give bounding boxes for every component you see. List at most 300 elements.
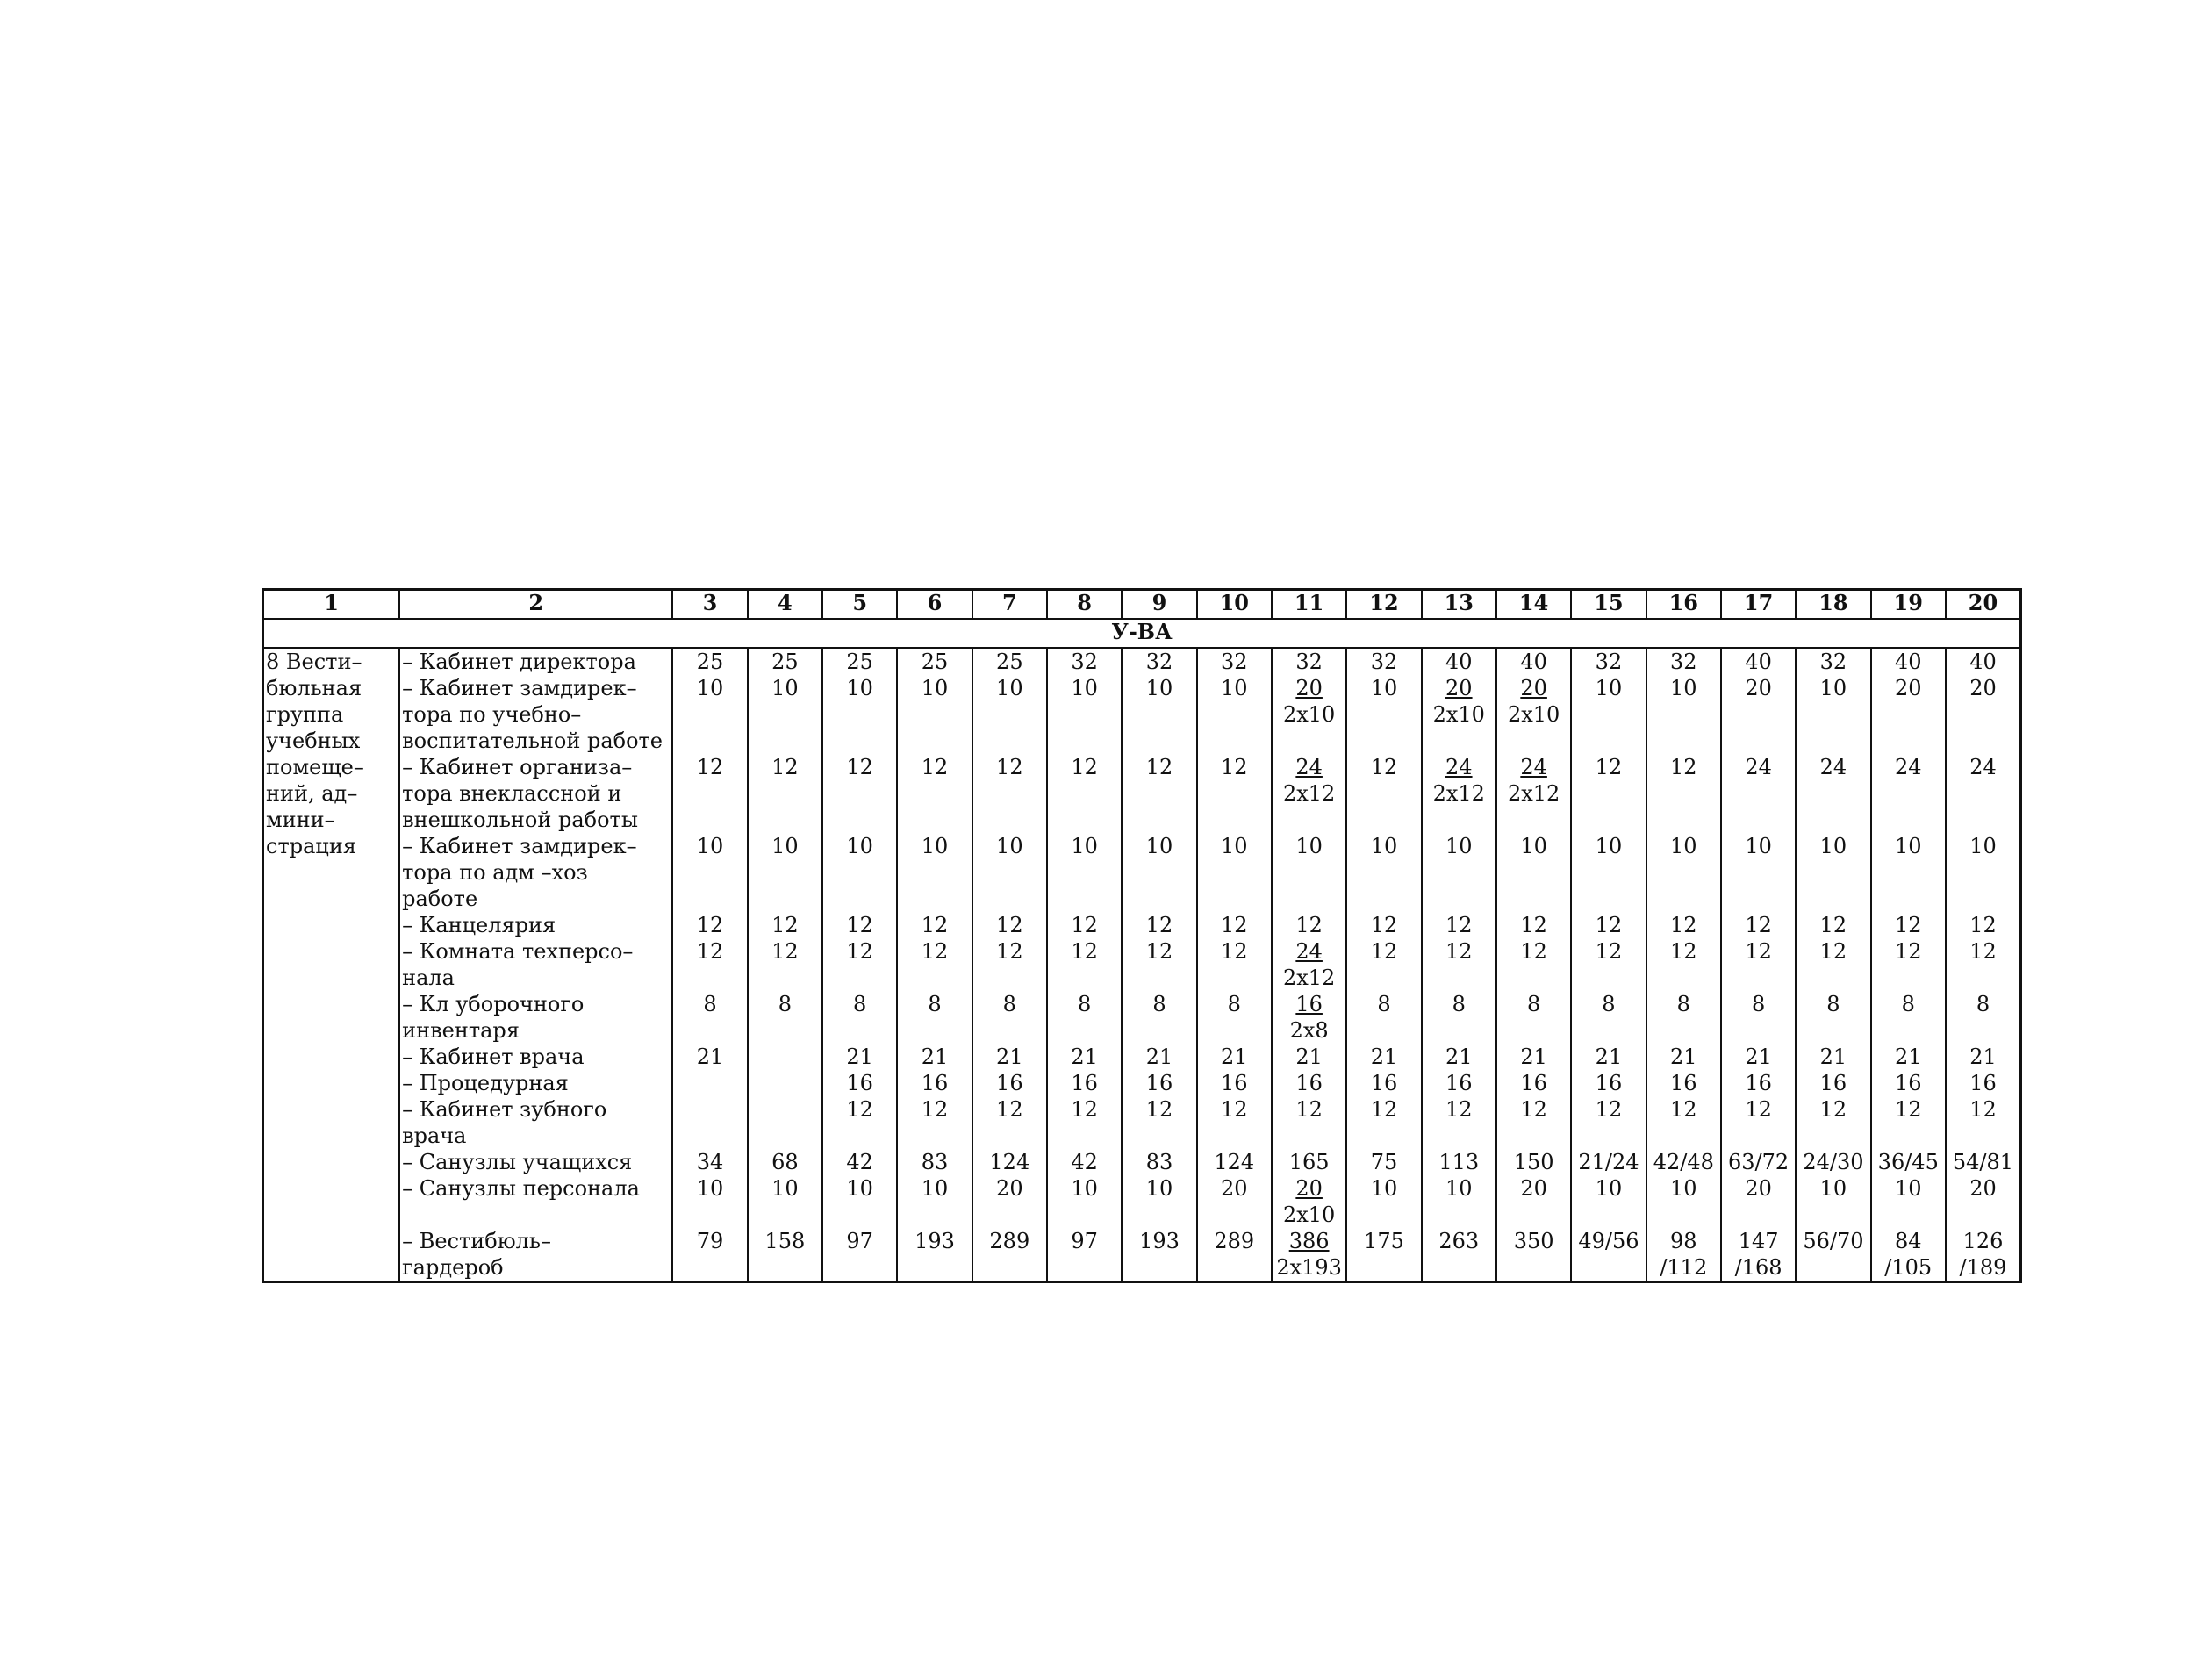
cell-value: 12 (1145, 939, 1173, 964)
value-cell (972, 1070, 1047, 1096)
value-cell (1346, 675, 1421, 754)
value-cell (897, 675, 972, 754)
value-cell (1197, 991, 1272, 1044)
cell-value: 10 (1221, 676, 1248, 700)
value-cell (1871, 1096, 1946, 1149)
value-cell (1272, 1070, 1346, 1096)
value-cell (897, 1149, 972, 1175)
value-cell (1122, 991, 1196, 1044)
value-cell (1871, 754, 1946, 833)
value-cell (1346, 1096, 1421, 1149)
cell-value: 75 (1370, 1150, 1398, 1174)
cell-value: 34 (696, 1150, 724, 1174)
cell-value: 12 (1221, 939, 1248, 964)
row-label-line: инвентаря (402, 1018, 520, 1043)
value-cell (1047, 938, 1122, 991)
value-cell (1047, 754, 1122, 833)
value-cell (748, 648, 822, 675)
value-cell (822, 1175, 897, 1228)
value-cell (1946, 1175, 2021, 1228)
value-cell (748, 912, 822, 938)
value-cell (1047, 1096, 1122, 1149)
cell-value: 8 (1602, 992, 1616, 1016)
value-cell (1272, 675, 1346, 754)
cell-value: 21 (1221, 1045, 1248, 1069)
value-cell (1646, 754, 1721, 833)
value-cell (1946, 1149, 2021, 1175)
value-cell (1871, 648, 1946, 675)
value-cell (672, 991, 747, 1044)
column-header: 12 (1346, 590, 1421, 620)
cell-subvalue: /189 (1959, 1255, 2007, 1280)
column-header: 9 (1122, 590, 1196, 620)
group-line: 8 Вести– (266, 650, 362, 674)
value-cell (1871, 675, 1946, 754)
value-cell (1122, 675, 1196, 754)
value-cell (1346, 938, 1421, 991)
column-header: 19 (1871, 590, 1946, 620)
cell-value: 10 (771, 676, 799, 700)
value-cell (972, 1149, 1047, 1175)
value-cell (822, 1149, 897, 1175)
value-cell (1721, 1149, 1796, 1175)
value-cell (1796, 912, 1870, 938)
cell-value: 10 (846, 834, 873, 858)
cell-value: 16 (1595, 1071, 1623, 1095)
cell-value: 21 (1295, 1045, 1323, 1069)
cell-value: 10 (1370, 676, 1398, 700)
value-cell (1946, 1044, 2021, 1070)
cell-value: 12 (846, 755, 873, 779)
cell-value: 21 (1969, 1045, 1997, 1069)
value-cell (1721, 991, 1796, 1044)
cell-value: 12 (1670, 913, 1697, 937)
cell-value: 8 (1227, 992, 1241, 1016)
cell-value: 21 (1071, 1045, 1098, 1069)
value-cell (897, 1096, 972, 1149)
value-cell (972, 938, 1047, 991)
header-row (263, 590, 2021, 620)
cell-value: 12 (1670, 939, 1697, 964)
value-cell (1122, 938, 1196, 991)
value-cell (1946, 675, 2021, 754)
cell-value: 12 (1370, 913, 1398, 937)
value-cell (1871, 991, 1946, 1044)
value-cell (1796, 1175, 1870, 1228)
value-cell (1496, 675, 1571, 754)
value-cell (1721, 1070, 1796, 1096)
cell-value: 8 (778, 992, 792, 1016)
value-cell (1646, 912, 1721, 938)
value-cell (1047, 991, 1122, 1044)
cell-subvalue: /105 (1884, 1255, 1933, 1280)
cell-value: 10 (1370, 1176, 1398, 1201)
value-cell (1047, 1070, 1122, 1096)
value-cell (1721, 938, 1796, 991)
value-cell (1047, 833, 1122, 912)
cell-value: 10 (1295, 834, 1323, 858)
cell-value: 12 (1071, 913, 1098, 937)
value-cell (748, 1175, 822, 1228)
value-cell (672, 754, 747, 833)
cell-value: 12 (771, 913, 799, 937)
value-cell (1796, 938, 1870, 991)
value-cell (1272, 1228, 1346, 1282)
cell-value: 16 (1745, 1071, 1772, 1095)
cell-value: 24 (1520, 755, 1547, 779)
cell-value: 10 (1520, 834, 1547, 858)
cell-value: 12 (921, 1097, 949, 1122)
cell-value: 12 (1670, 1097, 1697, 1122)
row-label-line: тора по учебно– (402, 702, 582, 727)
value-cell (1272, 833, 1346, 912)
cell-value: 21 (996, 1045, 1023, 1069)
cell-value: 12 (1894, 913, 1922, 937)
value-cell (1346, 1175, 1421, 1228)
cell-value: 12 (1595, 913, 1623, 937)
value-cell (748, 675, 822, 754)
cell-value: 56/70 (1803, 1229, 1864, 1253)
value-cell (1346, 1149, 1421, 1175)
row-label (399, 754, 672, 833)
cell-value: 12 (1745, 1097, 1772, 1122)
row-label-line: врача (402, 1124, 467, 1148)
cell-value: 10 (1445, 1176, 1473, 1201)
cell-value: 10 (696, 676, 724, 700)
value-cell (1571, 938, 1646, 991)
cell-value: 124 (1214, 1150, 1255, 1174)
value-cell (1646, 675, 1721, 754)
cell-value: 97 (1071, 1229, 1098, 1253)
cell-value: 12 (846, 913, 873, 937)
value-cell (1122, 1228, 1196, 1282)
value-cell (1721, 912, 1796, 938)
cell-value: 12 (1145, 913, 1173, 937)
column-header: 7 (972, 590, 1047, 620)
value-cell (1646, 1070, 1721, 1096)
section-row (263, 619, 2021, 648)
cell-value: 12 (1445, 1097, 1473, 1122)
cell-value: 12 (1295, 913, 1323, 937)
row-label (399, 991, 672, 1044)
row-label (399, 938, 672, 991)
value-cell (1721, 833, 1796, 912)
cell-value: 12 (1595, 939, 1623, 964)
cell-value: 289 (1214, 1229, 1255, 1253)
value-cell (1422, 675, 1496, 754)
cell-value: 8 (1002, 992, 1016, 1016)
cell-value: 8 (703, 992, 717, 1016)
row-label-line: нала (402, 966, 455, 990)
value-cell (1422, 754, 1496, 833)
cell-value: 20 (1295, 1176, 1323, 1201)
value-cell (1796, 1228, 1870, 1282)
cell-value: 24 (1819, 755, 1847, 779)
cell-value: 98 (1670, 1229, 1697, 1253)
cell-value: 12 (1445, 913, 1473, 937)
value-cell (972, 991, 1047, 1044)
value-cell (1571, 1175, 1646, 1228)
row-label (399, 1070, 672, 1096)
cell-value: 21 (1819, 1045, 1847, 1069)
value-cell (1422, 1149, 1496, 1175)
value-cell (1796, 991, 1870, 1044)
cell-value: 12 (1071, 1097, 1098, 1122)
cell-value: 12 (1221, 755, 1248, 779)
cell-value: 386 (1288, 1229, 1330, 1253)
cell-value: 158 (764, 1229, 806, 1253)
value-cell (1422, 1044, 1496, 1070)
cell-value: 12 (996, 755, 1023, 779)
value-cell (1721, 675, 1796, 754)
value-cell (1946, 938, 2021, 991)
group-line: мини– (266, 808, 335, 832)
value-cell (672, 1228, 747, 1282)
cell-value: 16 (1969, 1071, 1997, 1095)
value-cell (1272, 754, 1346, 833)
cell-value: 12 (696, 939, 724, 964)
cell-value: 20 (1969, 676, 1997, 700)
value-cell (897, 938, 972, 991)
cell-value: 8 (853, 992, 867, 1016)
cell-value: 8 (928, 992, 942, 1016)
cell-subvalue: 2x12 (1432, 781, 1485, 806)
value-cell (1496, 648, 1571, 675)
row-label-line: – Кл уборочного (402, 992, 585, 1016)
value-cell (1047, 648, 1122, 675)
cell-value: 12 (1520, 913, 1547, 937)
cell-value: 10 (1670, 676, 1697, 700)
cell-subvalue: 2x10 (1432, 702, 1485, 727)
cell-value: 10 (1670, 834, 1697, 858)
value-cell (1197, 1070, 1272, 1096)
value-cell (1422, 648, 1496, 675)
cell-value: 10 (771, 834, 799, 858)
cell-value: 113 (1438, 1150, 1480, 1174)
column-header: 18 (1796, 590, 1870, 620)
cell-subvalue: 2x10 (1507, 702, 1560, 727)
row-label-line: внешкольной работы (402, 808, 638, 832)
value-cell (748, 938, 822, 991)
cell-value: 12 (1145, 755, 1173, 779)
cell-value: 12 (1894, 1097, 1922, 1122)
cell-value: 10 (1595, 834, 1623, 858)
cell-value: 10 (1445, 834, 1473, 858)
value-cell (1496, 754, 1571, 833)
value-cell (1422, 1096, 1496, 1149)
cell-value: 24 (1445, 755, 1473, 779)
cell-value: 25 (696, 650, 724, 674)
value-cell (822, 675, 897, 754)
value-cell (1197, 754, 1272, 833)
value-cell (1122, 1149, 1196, 1175)
cell-subvalue: 2x8 (1289, 1018, 1329, 1043)
column-header: 2 (399, 590, 672, 620)
table-row (263, 648, 2021, 675)
value-cell (1496, 1044, 1571, 1070)
value-cell (1346, 1044, 1421, 1070)
value-cell (972, 1096, 1047, 1149)
cell-value: 16 (1894, 1071, 1922, 1095)
value-cell (748, 1096, 822, 1149)
value-cell (1721, 754, 1796, 833)
cell-value: 40 (1969, 650, 1997, 674)
value-cell (1047, 675, 1122, 754)
cell-value: 10 (1595, 1176, 1623, 1201)
cell-value: 10 (696, 834, 724, 858)
cell-value: 126 (1962, 1229, 2004, 1253)
value-cell (1571, 991, 1646, 1044)
cell-value: 12 (1969, 913, 1997, 937)
table-row (263, 1044, 2021, 1070)
cell-value: 10 (846, 1176, 873, 1201)
value-cell (748, 991, 822, 1044)
cell-value: 10 (1370, 834, 1398, 858)
value-cell (1571, 1070, 1646, 1096)
cell-value: 12 (1595, 1097, 1623, 1122)
value-cell (1721, 1228, 1796, 1282)
value-cell (1422, 991, 1496, 1044)
cell-value: 12 (1819, 913, 1847, 937)
row-label-line: – Санузлы учащихся (402, 1150, 633, 1174)
value-cell (822, 1228, 897, 1282)
value-cell (1047, 1228, 1122, 1282)
cell-value: 21 (1520, 1045, 1547, 1069)
cell-value: 32 (1295, 650, 1323, 674)
cell-value: 12 (1370, 1097, 1398, 1122)
cell-value: 21/24 (1578, 1150, 1639, 1174)
value-cell (672, 912, 747, 938)
value-cell (1946, 648, 2021, 675)
cell-value: 32 (1819, 650, 1847, 674)
table-row (263, 1228, 2021, 1282)
cell-value: 49/56 (1578, 1229, 1639, 1253)
value-cell (1346, 912, 1421, 938)
cell-value: 150 (1513, 1150, 1554, 1174)
value-cell (1871, 1149, 1946, 1175)
value-cell (1197, 1149, 1272, 1175)
cell-value: 20 (1221, 1176, 1248, 1201)
table-row (263, 754, 2021, 833)
value-cell (748, 833, 822, 912)
value-cell (1571, 1149, 1646, 1175)
cell-value: 20 (1445, 676, 1473, 700)
value-cell (1646, 1096, 1721, 1149)
value-cell (672, 1175, 747, 1228)
cell-value: 24 (1894, 755, 1922, 779)
cell-value: 12 (1670, 755, 1697, 779)
value-cell (1571, 1228, 1646, 1282)
column-header: 8 (1047, 590, 1122, 620)
cell-value: 42 (1071, 1150, 1098, 1174)
table-row (263, 1149, 2021, 1175)
value-cell (1422, 1070, 1496, 1096)
cell-subvalue: 2x10 (1282, 1203, 1336, 1227)
value-cell (822, 1070, 897, 1096)
cell-value: 12 (1370, 755, 1398, 779)
value-cell (972, 912, 1047, 938)
section-title: У-ВА (263, 619, 2021, 648)
value-cell (822, 991, 897, 1044)
cell-value: 8 (1152, 992, 1166, 1016)
value-cell (1422, 833, 1496, 912)
value-cell (1272, 1149, 1346, 1175)
cell-value: 10 (696, 1176, 724, 1201)
value-cell (1122, 1070, 1196, 1096)
value-cell (1496, 1149, 1571, 1175)
value-cell (1422, 912, 1496, 938)
cell-value: 10 (921, 676, 949, 700)
value-cell (1197, 1044, 1272, 1070)
row-label (399, 912, 672, 938)
cell-value: 8 (1976, 992, 1990, 1016)
cell-value: 10 (1145, 676, 1173, 700)
value-cell (1197, 833, 1272, 912)
value-cell (1646, 648, 1721, 675)
value-cell (1197, 675, 1272, 754)
value-cell (1346, 754, 1421, 833)
value-cell (1571, 754, 1646, 833)
group-line: страция (266, 834, 356, 858)
cell-value: 289 (989, 1229, 1030, 1253)
value-cell (1197, 1096, 1272, 1149)
cell-value: 36/45 (1877, 1150, 1939, 1174)
value-cell (672, 648, 747, 675)
cell-value: 12 (1520, 1097, 1547, 1122)
cell-value: 16 (1370, 1071, 1398, 1095)
value-cell (1047, 1175, 1122, 1228)
cell-value: 20 (1295, 676, 1323, 700)
cell-value: 79 (696, 1229, 724, 1253)
value-cell (1496, 1070, 1571, 1096)
value-cell (1496, 991, 1571, 1044)
value-cell (1721, 1175, 1796, 1228)
value-cell (822, 648, 897, 675)
value-cell (1946, 754, 2021, 833)
value-cell (897, 648, 972, 675)
value-cell (1272, 912, 1346, 938)
row-label-line: – Вестибюль– (402, 1229, 551, 1253)
row-label (399, 648, 672, 675)
cell-value: 12 (1894, 939, 1922, 964)
cell-value: 20 (1894, 676, 1922, 700)
cell-value: 12 (696, 913, 724, 937)
row-label-line: – Санузлы персонала (402, 1176, 640, 1201)
cell-value: 32 (1071, 650, 1098, 674)
value-cell (1272, 1096, 1346, 1149)
table-row (263, 1175, 2021, 1228)
row-label-line: – Процедурная (402, 1071, 569, 1095)
cell-value: 12 (1819, 939, 1847, 964)
value-cell (1272, 648, 1346, 675)
cell-value: 10 (1670, 1176, 1697, 1201)
value-cell (748, 1228, 822, 1282)
cell-value: 63/72 (1728, 1150, 1790, 1174)
cell-value: 24/30 (1803, 1150, 1864, 1174)
value-cell (972, 1228, 1047, 1282)
cell-value: 10 (1894, 834, 1922, 858)
value-cell (1197, 1175, 1272, 1228)
value-cell (1646, 1149, 1721, 1175)
cell-value: 12 (1370, 939, 1398, 964)
cell-value: 68 (771, 1150, 799, 1174)
value-cell (1796, 1096, 1870, 1149)
cell-value: 8 (1452, 992, 1466, 1016)
value-cell (1946, 833, 2021, 912)
cell-value: 10 (996, 676, 1023, 700)
cell-subvalue: 2x12 (1507, 781, 1560, 806)
value-cell (897, 1228, 972, 1282)
